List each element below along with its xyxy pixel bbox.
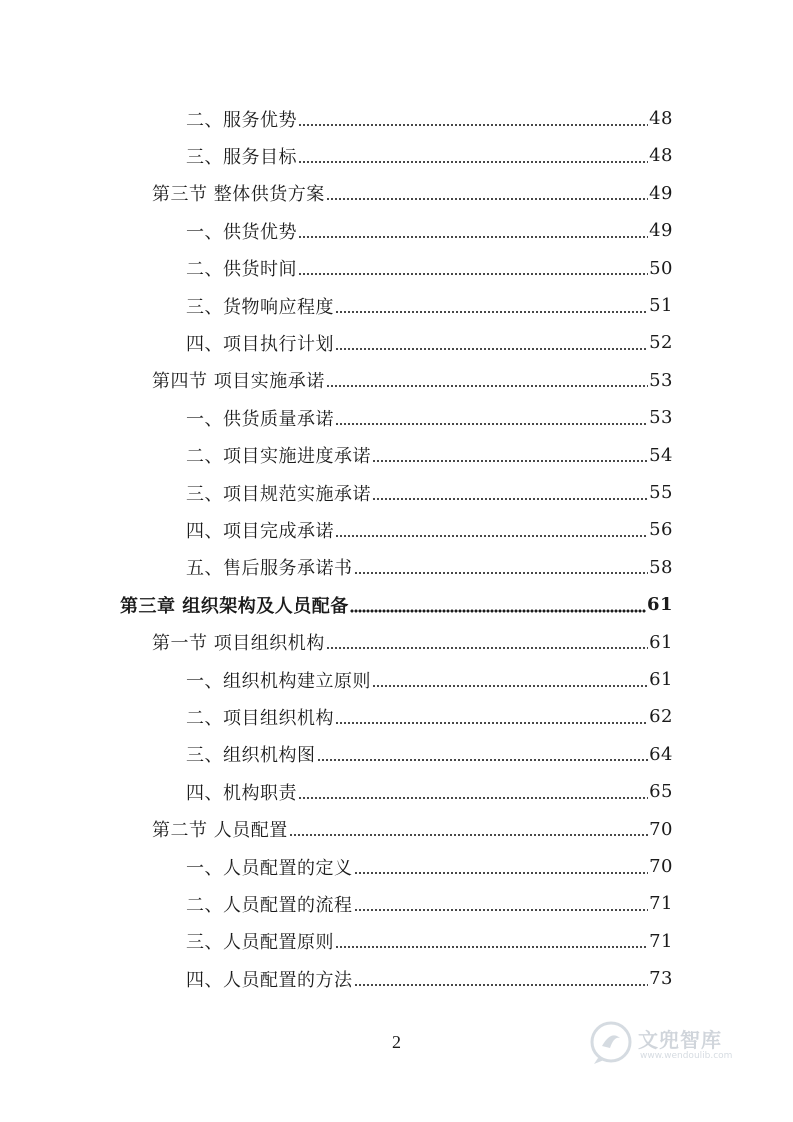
chat-bubble-logo-icon [588, 1020, 634, 1066]
toc-entry-page: 58 [649, 556, 673, 578]
toc-entry-page: 48 [649, 145, 673, 167]
toc-dot-leader [335, 932, 648, 950]
toc-entry[interactable] [186, 773, 673, 810]
toc-entry-title: 三、货物响应程度 [186, 296, 334, 318]
toc-entry-page: 52 [649, 332, 673, 354]
toc-dot-leader [354, 558, 649, 576]
toc-entry-title: 四、人员配置的方法 [186, 969, 353, 991]
toc-dot-leader [326, 633, 648, 651]
toc-entry[interactable] [152, 175, 673, 212]
toc-entry-page: 70 [649, 818, 673, 840]
toc-entry-title: 一、供货质量承诺 [186, 408, 334, 430]
toc-entry[interactable] [186, 250, 673, 287]
toc-dot-leader [335, 521, 648, 539]
toc-dot-leader [298, 147, 648, 165]
toc-dot-leader [335, 334, 648, 352]
toc-entry-page: 62 [649, 706, 673, 728]
toc-entry-title: 三、服务目标 [186, 146, 297, 168]
toc-entry[interactable] [186, 399, 673, 436]
toc-entry[interactable] [186, 212, 673, 249]
toc-entry[interactable] [186, 100, 673, 137]
toc-entry[interactable] [186, 736, 673, 773]
page-number: 2 [392, 1032, 401, 1052]
toc-entry-title: 三、人员配置原则 [186, 932, 334, 954]
toc-entry[interactable] [152, 624, 673, 661]
toc-entry[interactable] [186, 923, 673, 960]
toc-dot-leader [289, 820, 648, 838]
toc-entry-page: 56 [649, 519, 673, 541]
toc-entry-title: 第四节 项目实施承诺 [152, 371, 325, 393]
toc-entry-page: 50 [649, 257, 673, 279]
toc-entry-page: 49 [649, 220, 673, 242]
toc-entry-page: 53 [649, 407, 673, 429]
toc-entry[interactable] [152, 811, 673, 848]
toc-entry-page: 54 [649, 444, 673, 466]
watermark-text: 文兜智库 [638, 1028, 722, 1052]
toc-entry[interactable] [186, 848, 673, 885]
toc-entry-page: 71 [649, 930, 673, 952]
toc-entry-title: 第三节 整体供货方案 [152, 184, 325, 206]
toc-entry-page: 71 [649, 893, 673, 915]
toc-dot-leader [372, 484, 648, 502]
toc-dot-leader [372, 446, 648, 464]
toc-entry[interactable] [186, 960, 673, 997]
toc-entry-page: 64 [649, 743, 673, 765]
toc-entry-title: 三、组织机构图 [186, 745, 316, 767]
toc-entry-title: 二、项目组织机构 [186, 707, 334, 729]
toc-entry-page: 49 [649, 182, 673, 204]
toc-dot-leader [350, 596, 646, 614]
toc-entry-page: 51 [649, 295, 673, 316]
toc-entry-page: 55 [649, 482, 673, 503]
toc-entry[interactable] [186, 698, 673, 735]
toc-entry-title: 二、服务优势 [186, 109, 297, 131]
toc-dot-leader [326, 371, 648, 389]
toc-entry[interactable] [186, 437, 673, 474]
toc-entry-title: 五、售后服务承诺书 [186, 558, 353, 580]
toc-entry[interactable] [186, 474, 673, 511]
toc-dot-leader [354, 895, 649, 913]
toc-dot-leader [354, 858, 649, 876]
watermark-url: www.wendoulib.com [640, 1051, 733, 1061]
toc-entry[interactable] [152, 362, 673, 399]
toc-entry[interactable] [186, 137, 673, 174]
toc-entry[interactable] [186, 511, 673, 548]
toc-entry[interactable] [186, 324, 673, 361]
toc-entry-title: 二、人员配置的流程 [186, 894, 353, 916]
toc-entry-title: 第一节 项目组织机构 [152, 633, 325, 655]
toc-entry-page: 61 [649, 669, 673, 690]
toc-entry-page: 73 [649, 968, 673, 990]
toc-entry-title: 一、供货优势 [186, 221, 297, 243]
toc-dot-leader [335, 708, 648, 726]
toc-entry-page: 70 [649, 856, 673, 877]
toc-entry-page: 61 [649, 631, 673, 653]
toc-entry-title: 第二节 人员配置 [152, 820, 288, 842]
toc-dot-leader [298, 783, 648, 801]
toc-entry-page: 65 [649, 781, 673, 803]
toc-entry-title: 二、供货时间 [186, 259, 297, 281]
toc-entry-title: 二、项目实施进度承诺 [186, 446, 371, 468]
watermark [588, 1018, 768, 1078]
toc-entry-page: 61 [646, 594, 673, 616]
toc-entry-page: 53 [649, 369, 673, 391]
toc-entry-title: 四、项目执行计划 [186, 333, 334, 355]
toc-dot-leader [298, 110, 648, 128]
toc-dot-leader [372, 671, 648, 689]
toc-dot-leader [326, 184, 648, 202]
toc-dot-leader [298, 259, 648, 277]
toc-entry-title: 四、机构职责 [186, 782, 297, 804]
toc-entry[interactable] [120, 586, 673, 623]
toc-entry[interactable] [186, 661, 673, 698]
toc-dot-leader [298, 222, 648, 240]
toc-dot-leader [335, 409, 648, 427]
toc-entry[interactable] [186, 549, 673, 586]
toc-entry[interactable] [186, 287, 673, 324]
toc-dot-leader [354, 970, 649, 988]
toc-entry-title: 第三章 组织架构及人员配备 [120, 595, 349, 617]
toc-dot-leader [335, 297, 648, 315]
toc-entry-title: 三、项目规范实施承诺 [186, 483, 371, 505]
toc-entry[interactable] [186, 885, 673, 922]
toc-entry-title: 一、组织机构建立原则 [186, 670, 371, 692]
toc-dot-leader [317, 745, 649, 763]
toc-entry-page: 48 [649, 108, 673, 129]
toc-entry-title: 一、人员配置的定义 [186, 857, 353, 879]
toc-entry-title: 四、项目完成承诺 [186, 520, 334, 542]
